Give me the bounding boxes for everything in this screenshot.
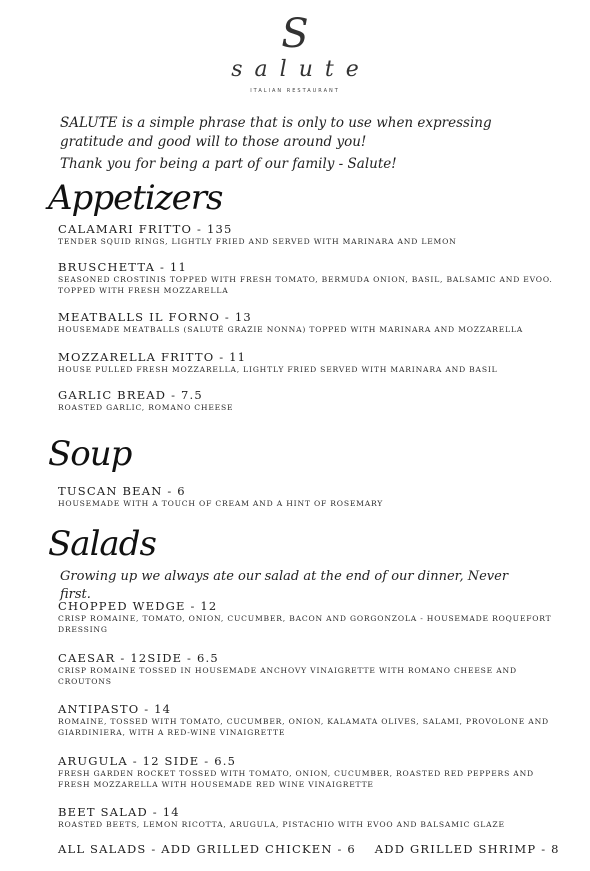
item-description: ROASTED GARLIC, ROMANO CHEESE [58, 403, 234, 412]
item-title: CAESAR - 12SIDE - 6.5 [58, 651, 219, 665]
menu-item [58, 599, 556, 635]
item-title: GARLIC BREAD - 7.5 [58, 388, 203, 402]
item-description: HOUSEMADE WITH A TOUCH OF CREAM AND A HINT OF ROSEMARY [58, 499, 384, 508]
item-title: CHOPPED WEDGE - 12 [58, 599, 218, 613]
intro-text: SALUTE is a simple phrase that is only to use when expressing gratitude and good will to those around you! [60, 115, 492, 150]
item-description: ROMAINE, TOSSED WITH TOMATO, CUCUMBER, ONION, KALAMATA OLIVES, SALAMI, PROVOLONE AND GIARDINIERA, WITH A RED-WINE VINAIGRETTE [58, 717, 549, 737]
logo-name: salute [231, 57, 371, 82]
menu-item [58, 754, 556, 790]
menu-item [58, 310, 556, 336]
menu-item [58, 805, 556, 831]
item-title: MEATBALLS IL FORNO - 13 [58, 310, 252, 324]
item-description: TENDER SQUID RINGS, LIGHTLY FRIED AND SERVED WITH MARINARA AND LEMON [58, 237, 457, 246]
addon-chicken: ALL SALADS - ADD GRILLED CHICKEN - 6 [58, 842, 356, 856]
logo-mark: S [281, 11, 309, 57]
menu-item [58, 651, 556, 687]
item-description: HOUSE PULLED FRESH MOZZARELLA, LIGHTLY FRIED SERVED WITH MARINARA AND BASIL [58, 365, 498, 374]
menu-item [58, 222, 556, 248]
menu-item [58, 350, 556, 376]
item-title: CALAMARI FRITTO - 135 [58, 222, 233, 236]
item-description: FRESH GARDEN ROCKET TOSSED WITH TOMATO, ONION, CUCUMBER, ROASTED RED PEPPERS AND FRESH MOZZARELLA WITH HOUSEMADE RED WINE VINAIGRETTE [58, 769, 534, 789]
item-title: MOZZARELLA FRITTO - 11 [58, 350, 247, 364]
menu-item [58, 388, 556, 414]
item-title: BEET SALAD - 14 [58, 805, 180, 819]
item-title: TUSCAN BEAN - 6 [58, 484, 186, 498]
intro-thanks: Thank you for being a part of our family - Salute! [60, 156, 397, 172]
item-title: ANTIPASTO - 14 [58, 702, 172, 716]
menu-item [58, 702, 556, 738]
item-description: CRISP ROMAINE TOSSED IN HOUSEMADE ANCHOVY VINAIGRETTE WITH ROMANO CHEESE AND CROUTONS [58, 666, 517, 686]
menu-item [58, 484, 556, 510]
item-description: HOUSEMADE MEATBALLS (SALUTÉ GRAZIE NONNA) TOPPED WITH MARINARA AND MOZZARELLA [58, 325, 524, 334]
addon-shrimp: ADD GRILLED SHRIMP - 8 [374, 842, 560, 856]
logo-subtitle: ITALIAN RESTAURANT [250, 88, 340, 94]
item-title: BRUSCHETTA - 11 [58, 260, 187, 274]
salads-note: Growing up we always ate our salad at the end of our dinner, Never first. [60, 569, 509, 602]
section-heading-salads: Salads [48, 524, 156, 564]
section-heading-appetizers: Appetizers [48, 178, 223, 218]
menu-item [58, 260, 556, 296]
item-description: SEASONED CROSTINIS TOPPED WITH FRESH TOMATO, BERMUDA ONION, BASIL, BALSAMIC AND EVOO. TOPPED WITH FRESH MOZZARELLA [58, 275, 553, 295]
item-description: ROASTED BEETS, LEMON RICOTTA, ARUGULA, PISTACHIO WITH EVOO AND BALSAMIC GLAZE [58, 820, 505, 829]
item-description: CRISP ROMAINE, TOMATO, ONION, CUCUMBER, BACON AND GORGONZOLA - HOUSEMADE ROQUEFORT DRESSING [58, 614, 552, 634]
section-heading-soup: Soup [48, 434, 132, 474]
salad-addons [58, 842, 560, 856]
item-title: ARUGULA - 12 SIDE - 6.5 [58, 754, 237, 768]
